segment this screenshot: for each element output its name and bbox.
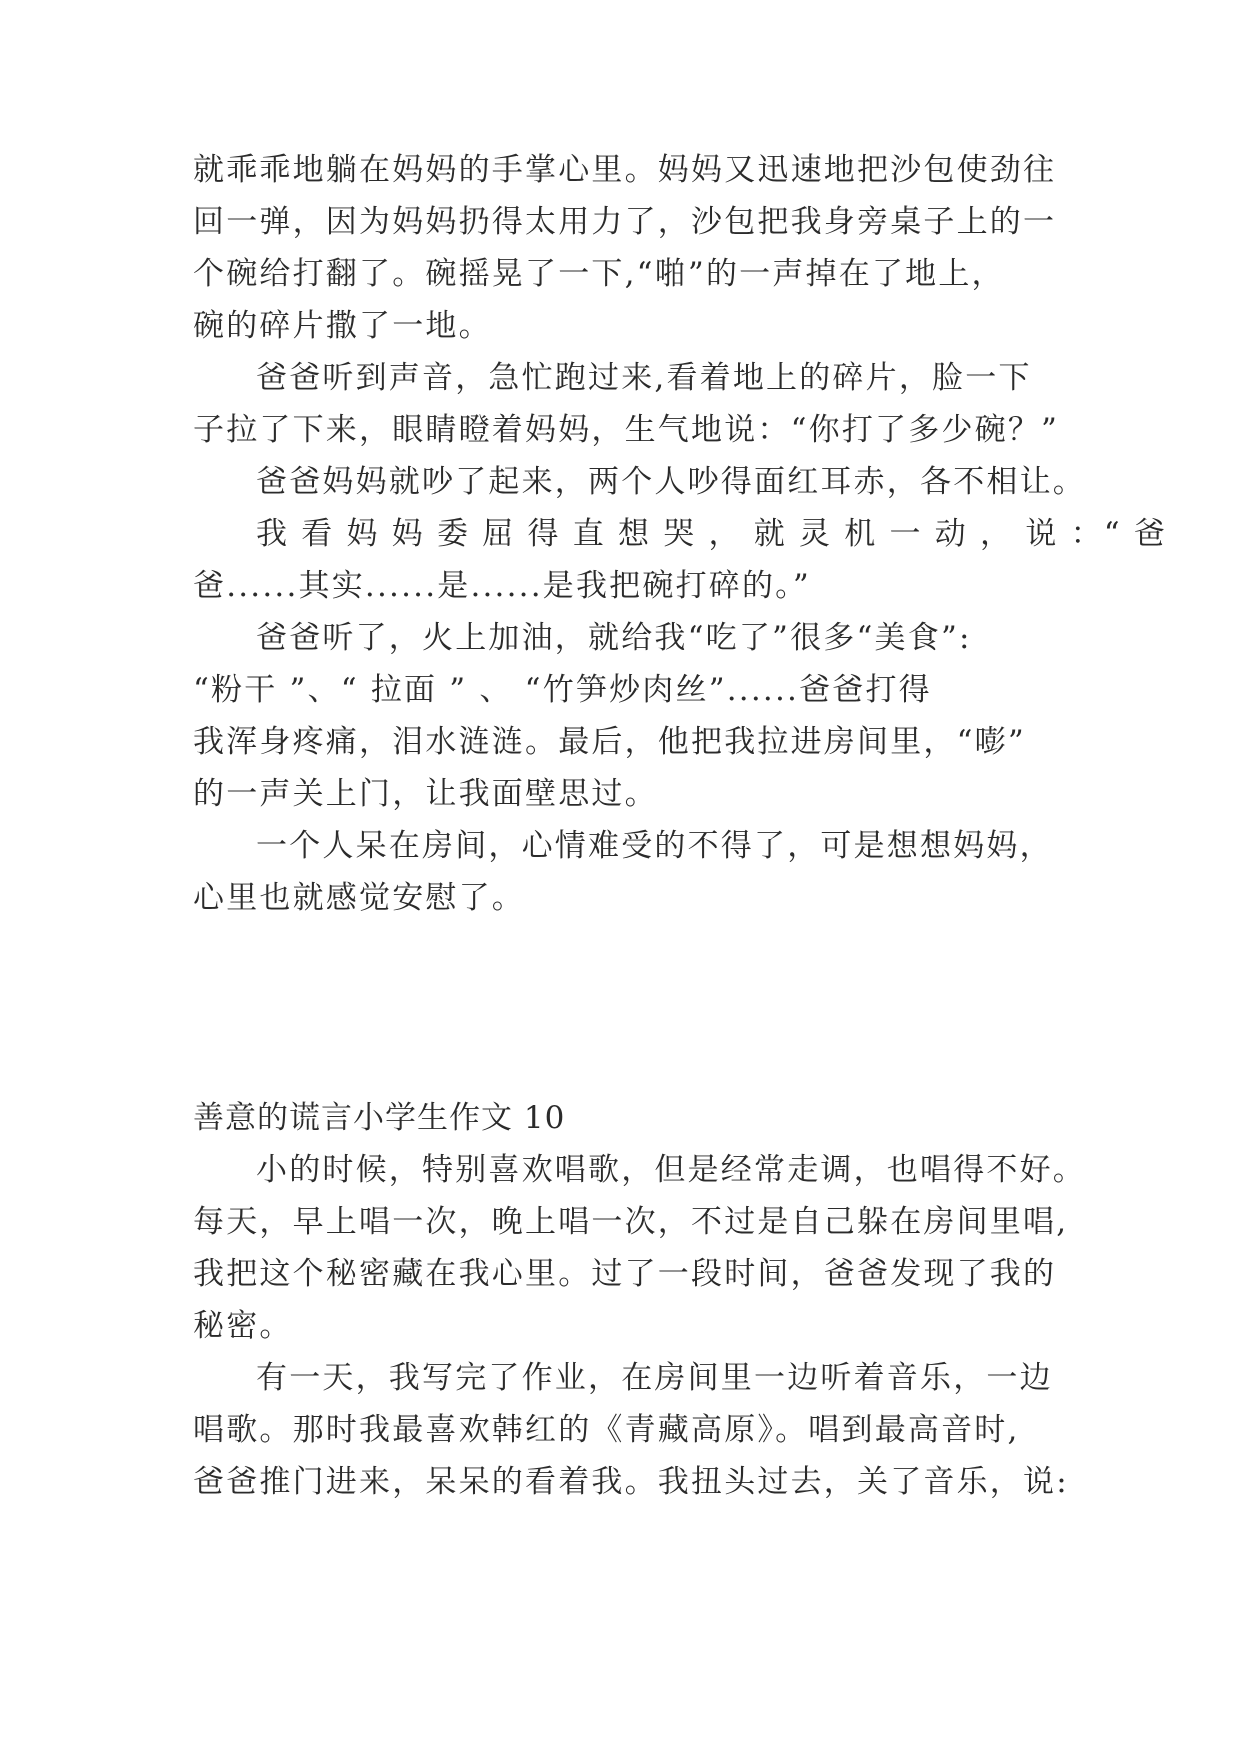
text-line: 每天，早上唱一次，晚上唱一次，不过是自己躲在房间里唱, — [193, 1204, 1069, 1240]
text-line: 有一天，我写完了作业，在房间里一边听着音乐，一边 — [256, 1360, 1053, 1396]
text-line: 爸爸听了，火上加油，就给我“吃了”很多“美食”: — [256, 620, 972, 656]
text-line: 小的时候，特别喜欢唱歌，但是经常走调，也唱得不好。 — [256, 1152, 1086, 1188]
text-line: 爸爸妈妈就吵了起来，两个人吵得面红耳赤，各不相让。 — [256, 464, 1086, 500]
text-line: 子拉了下来，眼睛瞪着妈妈，生气地说：“你打了多少碗？” — [193, 412, 1060, 448]
text-line: 唱歌。那时我最喜欢韩红的《青藏高原》。唱到最高音时, — [193, 1412, 1020, 1448]
text-line: 我 看 妈 妈 委 屈 得 直 想 哭 ， 就 灵 机 一 动 ， 说 ：“ 爸 — [256, 516, 1168, 552]
text-line: 碗的碎片撒了一地。 — [193, 308, 492, 344]
text-line: 我把这个秘密藏在我心里。过了一段时间，爸爸发现了我的 — [193, 1256, 1057, 1292]
text-line: 就乖乖地躺在妈妈的手掌心里。妈妈又迅速地把沙包使劲往 — [193, 152, 1057, 188]
text-line: 心里也就感觉安慰了。 — [193, 880, 525, 916]
text-line: 我浑身疼痛，泪水涟涟。最后，他把我拉进房间里，“嘭” — [193, 724, 1026, 760]
text-line: 个碗给打翻了。碗摇晃了一下,“啪”的一声掉在了地上， — [193, 256, 1005, 292]
text-line: 秘密。 — [193, 1308, 293, 1344]
text-line: 一个人呆在房间，心情难受的不得了，可是想想妈妈， — [256, 828, 1053, 864]
text-line: 爸爸听到声音，急忙跑过来,看着地上的碎片，脸一下 — [256, 360, 1032, 396]
text-line: 爸......其实......是......是我把碗打碎的。” — [193, 568, 811, 604]
text-line: 回一弹，因为妈妈扔得太用力了，沙包把我身旁桌子上的一 — [193, 204, 1057, 240]
text-line: 的一声关上门，让我面壁思过。 — [193, 776, 658, 812]
text-line: 爸爸推门进来，呆呆的看着我。我扭头过去，关了音乐，说: — [193, 1464, 1069, 1500]
text-line: “粉干 ”、“ 拉面 ” 、 “竹笋炒肉丝”......爸爸打得 — [193, 672, 932, 708]
section-title: 善意的谎言小学生作文 10 — [193, 1100, 566, 1136]
